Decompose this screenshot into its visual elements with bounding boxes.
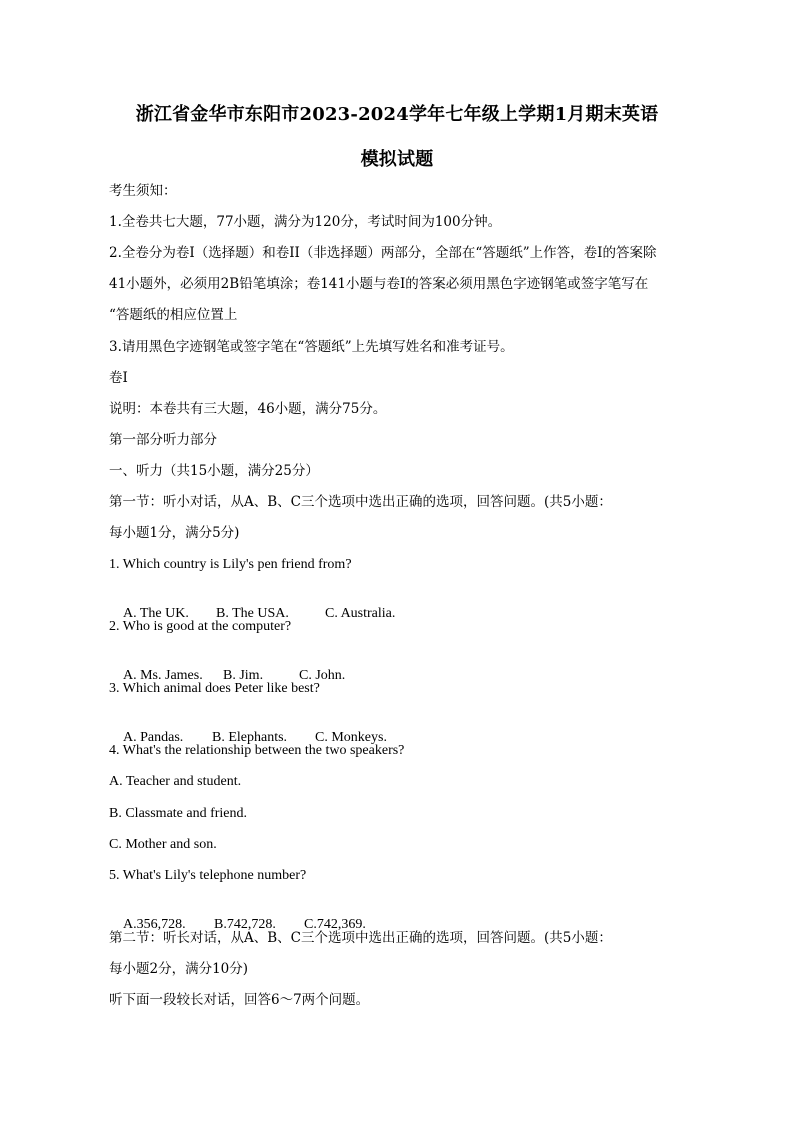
option-b: B. Elephants. (212, 730, 288, 745)
question-4-option-a: A. Teacher and student. (109, 774, 242, 789)
notice-item-2-line-1: 2.全卷分为卷I（选择题）和卷II（非选择题）两部分，全部在“答题纸”上作答，卷I的答案除 (109, 245, 657, 261)
section-1-instruction-line-1: 第一节：听小对话，从A、B、C三个选项中选出正确的选项，回答问题。(共5小题： (109, 494, 612, 510)
option-c: C.742,369. (304, 917, 366, 932)
volume-note: 说明：本卷共有三大题，46小题，满分75分。 (109, 401, 387, 417)
question-2: 2. Who is good at the computer? (109, 619, 292, 634)
notice-item-1: 1.全卷共七大题，77小题，满分为120分，考试时间为100分钟。 (109, 214, 502, 230)
long-dialogue-instruction: 听下面一段较长对话，回答6～7两个问题。 (109, 992, 370, 1008)
question-5: 5. What's Lily's telephone number? (109, 868, 307, 883)
option-a: A. Ms. James. (123, 668, 203, 683)
question-4-option-c: C. Mother and son. (109, 837, 217, 852)
question-1: 1. Which country is Lily's pen friend from? (109, 557, 352, 572)
option-c: C. John. (299, 668, 346, 683)
question-4: 4. What's the relationship between the two speakers? (109, 743, 405, 758)
part-1-heading: 第一部分听力部分 (109, 432, 217, 448)
question-3: 3. Which animal does Peter like best? (109, 681, 320, 696)
section-2-instruction-line-1: 第二节：听长对话，从A、B、C三个选项中选出正确的选项，回答问题。(共5小题： (109, 930, 612, 946)
notice-item-2-line-3: “答题纸的相应位置上 (109, 307, 238, 323)
option-a: A. Pandas. (123, 730, 184, 745)
option-c: C. Monkeys. (315, 730, 387, 745)
volume-label: 卷I (109, 370, 128, 386)
section-2-instruction-line-2: 每小题2分，满分10分) (109, 961, 249, 977)
notice-item-3: 3.请用黑色字迹钢笔或签字笔在“答题纸”上先填写姓名和准考证号。 (109, 339, 514, 355)
option-b: B.742,728. (214, 917, 276, 932)
question-4-option-b: B. Classmate and friend. (109, 806, 248, 821)
option-a: A.356,728. (123, 917, 186, 932)
option-a: A. The UK. (123, 606, 189, 621)
option-b: B. The USA. (216, 606, 289, 621)
section-listening: 一、听力（共15小题，满分25分） (109, 463, 319, 479)
section-1-instruction-line-2: 每小题1分，满分5分) (109, 525, 240, 541)
page-title: 浙江省金华市东阳市2023-2024学年七年级上学期1月期末英语 (135, 104, 659, 125)
page-subtitle: 模拟试题 (360, 149, 434, 170)
option-b: B. Jim. (223, 668, 264, 683)
notice-item-2-line-2: 41小题外，必须用2B铅笔填涂；卷141小题与卷I的答案必须用黑色字迹钢笔或签字笔写在 (109, 276, 649, 292)
notice-heading: 考生须知： (109, 183, 177, 199)
option-c: C. Australia. (325, 606, 396, 621)
